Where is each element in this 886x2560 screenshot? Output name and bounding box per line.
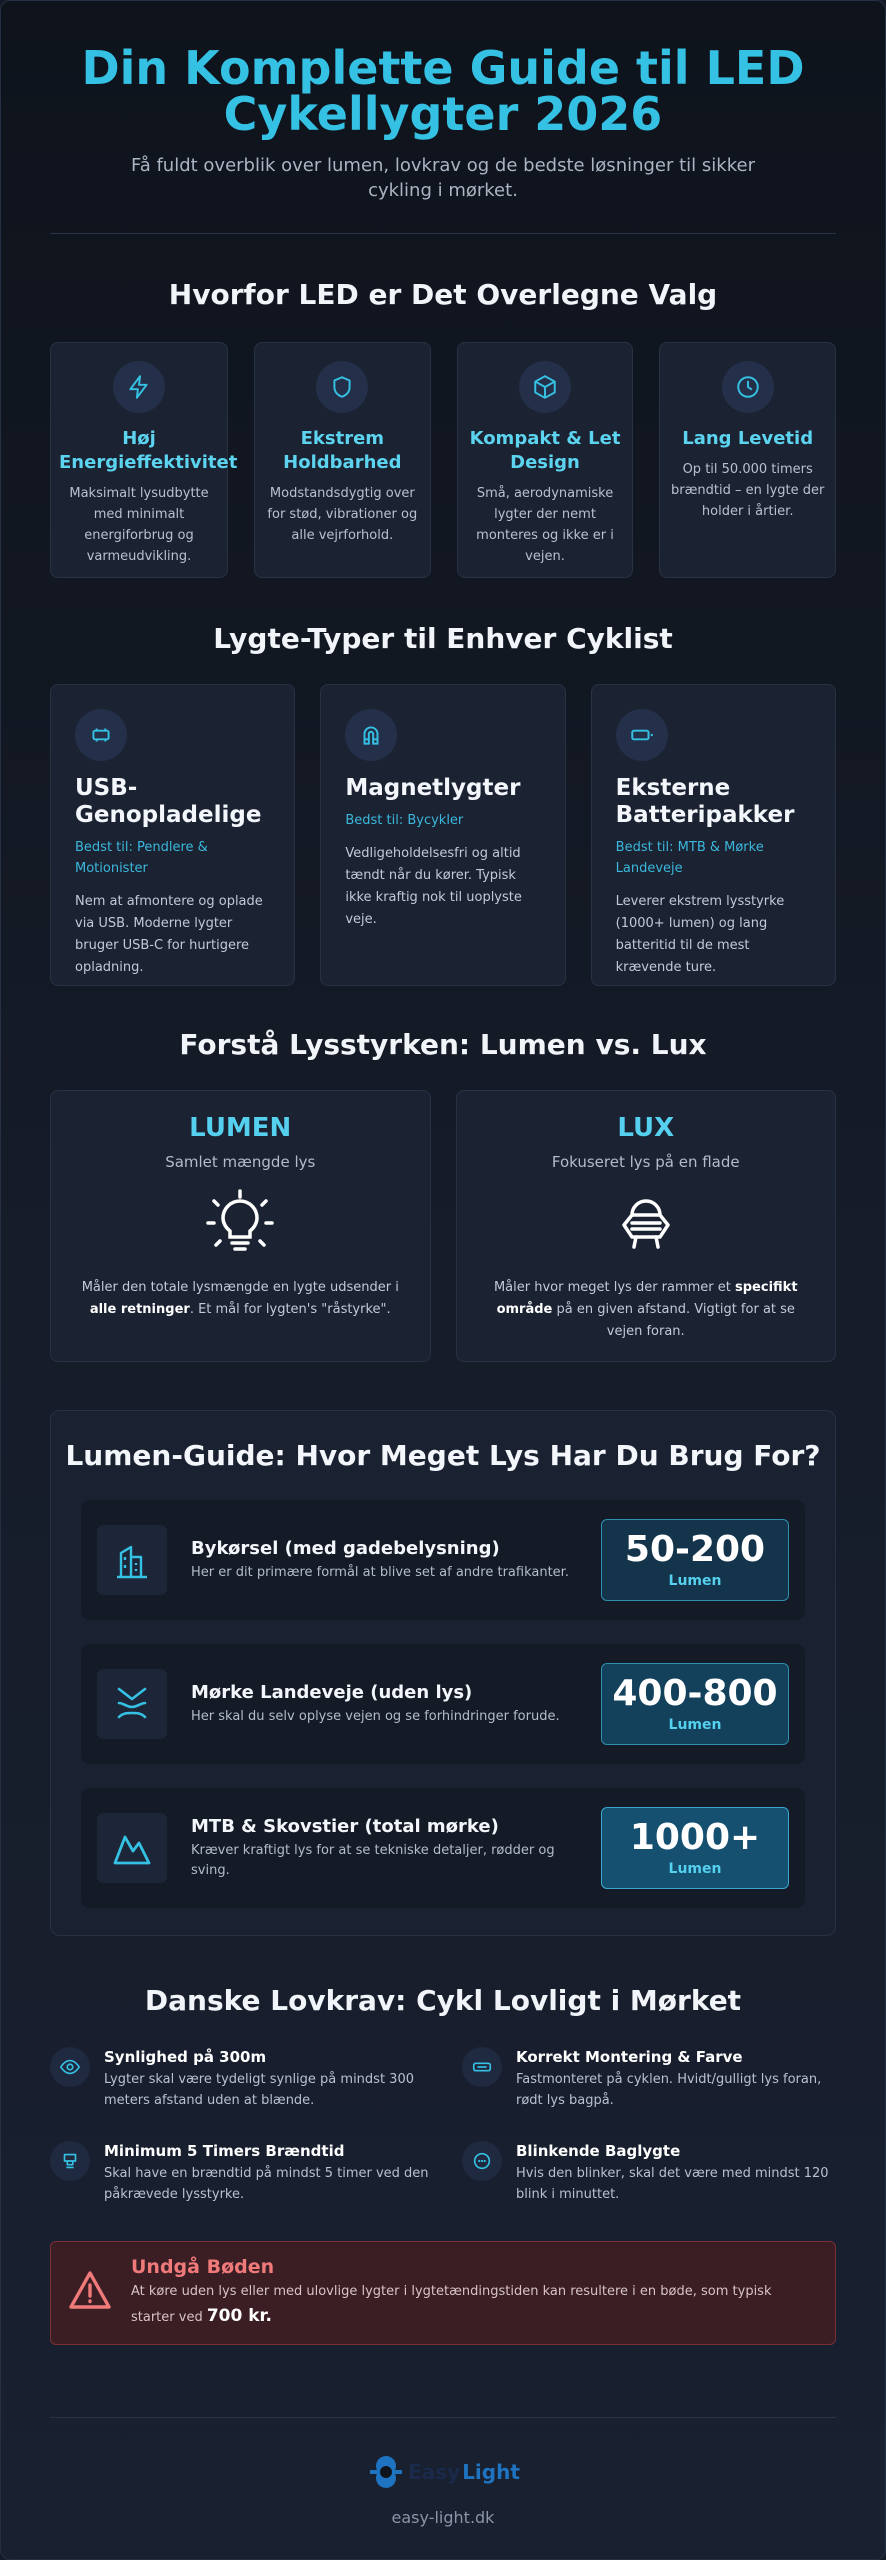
lamp-icon xyxy=(50,2141,90,2181)
lightbulb-icon xyxy=(204,1189,276,1261)
guide-row xyxy=(81,1500,805,1620)
fine-amount: 700 kr. xyxy=(206,2306,272,2326)
type-best-for: Bedst til: Pendlere & Motionister xyxy=(75,840,208,876)
benefit-title: Ekstrem Holdbarhed xyxy=(283,428,402,473)
guide-value-box xyxy=(601,1519,789,1601)
lux-heading: LUX xyxy=(617,1113,675,1143)
benefit-text: Op til 50.000 timers brændtid – en lygte der holder i årtier. xyxy=(671,462,825,519)
page-title: Din Komplette Guide til LED Cykellygter 2026 xyxy=(81,41,805,141)
footer xyxy=(1,2452,885,2527)
lumen-subheading: Samlet mængde lys xyxy=(165,1153,316,1171)
guide-value: 50-200 xyxy=(624,1529,766,1570)
law-item xyxy=(50,2141,462,2205)
benefit-card xyxy=(659,342,836,578)
lux-card xyxy=(456,1090,837,1362)
benefit-text: Små, aerodynamiske lygter der nemt monteres og ikke er i vejen. xyxy=(476,486,614,564)
header-divider xyxy=(50,233,836,234)
benefit-title: Lang Levetid xyxy=(682,428,814,449)
type-card xyxy=(320,684,565,986)
lux-subheading: Fokuseret lys på en flade xyxy=(551,1153,740,1171)
law-title: Korrekt Montering & Farve xyxy=(516,2048,743,2066)
fine-warning xyxy=(50,2241,836,2345)
type-text: Vedligeholdelsesfri og altid tændt når du kører. Typisk ikke kraftig nok til uoplyste veje. xyxy=(345,846,522,927)
benefit-card xyxy=(254,342,431,578)
lumen-description: Måler den totale lysmængde en lygte udsender i alle retninger. Et mål for lygten's "råstyrke". xyxy=(81,1280,399,1317)
logo xyxy=(366,2452,520,2492)
type-title: USB-Genopladelige xyxy=(75,775,262,828)
blink-icon xyxy=(462,2141,502,2181)
header xyxy=(1,1,885,203)
eye-icon xyxy=(50,2047,90,2087)
law-text: Hvis den blinker, skal det være med mindst 120 blink i minuttet. xyxy=(516,2166,829,2202)
law-text: Lygter skal være tydeligt synlige på mindst 300 meters afstand uden at blænde. xyxy=(104,2072,414,2108)
mountain-icon xyxy=(97,1813,167,1883)
lux-description: Måler hvor meget lys der rammer et specifikt område på en given afstand. Vigtigt for at se vejen foran. xyxy=(493,1280,798,1339)
law-text: Fastmonteret på cyklen. Hvidt/gulligt lys foran, rødt lys bagpå. xyxy=(516,2072,822,2108)
type-card xyxy=(591,684,836,986)
footer-divider xyxy=(50,2417,836,2418)
guide-value: 400-800 xyxy=(612,1673,778,1714)
battery-icon xyxy=(75,709,127,761)
guide-row-name: Mørke Landeveje (uden lys) xyxy=(191,1681,473,1703)
type-title: Eksterne Batteripakker xyxy=(615,775,795,828)
guide-row xyxy=(81,1788,805,1908)
type-text: Leverer ekstrem lysstyrke (1000+ lumen) og lang batteritid til de mest krævende ture. xyxy=(615,894,785,975)
lumen-heading: LUMEN xyxy=(189,1113,292,1143)
benefit-text: Maksimalt lysudbytte med minimalt energiforbrug og varmeudvikling. xyxy=(69,486,209,564)
benefits-title: Hvorfor LED er Det Overlegne Valg xyxy=(168,278,718,311)
cube-icon xyxy=(519,361,571,413)
guide-row-name: MTB & Skovstier (total mørke) xyxy=(191,1815,499,1837)
lightning-icon xyxy=(113,361,165,413)
type-title: Magnetlygter xyxy=(345,775,521,801)
types-grid xyxy=(50,684,836,986)
benefits-grid xyxy=(50,342,836,578)
guide-row-description: Her skal du selv oplyse vejen og se forhindringer forude. xyxy=(191,1708,560,1724)
battery-pack-icon xyxy=(616,709,668,761)
law-item xyxy=(462,2047,834,2111)
guide-value: 1000+ xyxy=(629,1817,761,1858)
guide-row xyxy=(81,1644,805,1764)
warning-title: Undgå Bøden xyxy=(131,2256,275,2278)
shield-icon xyxy=(316,361,368,413)
law-title: Blinkende Baglygte xyxy=(516,2142,681,2160)
guide-row-name: Bykørsel (med gadebelysning) xyxy=(191,1537,500,1559)
lumen-card xyxy=(50,1090,431,1362)
type-card xyxy=(50,684,295,986)
type-best-for: Bedst til: Bycykler xyxy=(345,813,464,828)
guide-row-description: Kræver kraftigt lys for at se tekniske detaljer, rødder og sving. xyxy=(191,1842,555,1878)
logo-text-light: Light xyxy=(462,2460,520,2484)
footer-url[interactable]: easy-light.dk xyxy=(391,2508,495,2527)
lumen-guide-title: Lumen-Guide: Hvor Meget Lys Har Du Brug For? xyxy=(65,1439,821,1472)
guide-row-description: Her er dit primære formål at blive set af andre trafikanter. xyxy=(191,1564,569,1580)
warning-icon xyxy=(67,2268,113,2318)
logo-icon xyxy=(366,2452,406,2492)
mount-icon xyxy=(462,2047,502,2087)
law-title: Synlighed på 300m xyxy=(104,2048,267,2066)
benefit-card xyxy=(457,342,634,578)
benefit-title: Kompakt & Let Design xyxy=(469,428,621,473)
city-icon xyxy=(97,1525,167,1595)
benefit-card xyxy=(50,342,238,578)
type-best-for: Bedst til: MTB & Mørke Landeveje xyxy=(615,840,764,876)
guide-unit: Lumen xyxy=(668,1573,722,1589)
guide-unit: Lumen xyxy=(668,1861,722,1877)
lumen-lux-title: Forstå Lysstyrken: Lumen vs. Lux xyxy=(179,1028,707,1061)
road-icon xyxy=(97,1669,167,1739)
guide-value-box xyxy=(601,1807,789,1889)
benefit-text: Modstandsdygtig over for stød, vibrationer og alle vejrforhold. xyxy=(267,486,418,543)
law-text: Skal have en brændtid på mindst 5 timer ved den påkrævede lysstyrke. xyxy=(104,2166,429,2202)
lumen-guide xyxy=(50,1410,836,1936)
law-item xyxy=(462,2141,834,2205)
guide-value-box xyxy=(601,1663,789,1745)
lantern-icon xyxy=(610,1189,682,1261)
laws-title: Danske Lovkrav: Cykl Lovligt i Mørket xyxy=(144,1984,742,2017)
magnet-icon xyxy=(345,709,397,761)
clock-icon xyxy=(722,361,774,413)
lumen-lux-grid xyxy=(50,1090,836,1362)
types-title: Lygte-Typer til Enhver Cyklist xyxy=(213,622,673,655)
page-subtitle: Få fuldt overblik over lumen, lovkrav og de bedste løsninger til sikker cykling i mørket. xyxy=(131,155,755,201)
type-text: Nem at afmontere og oplade via USB. Moderne lygter bruger USB-C for hurtigere opladning. xyxy=(75,894,263,975)
logo-text-easy: Easy xyxy=(408,2460,461,2484)
law-item xyxy=(50,2047,462,2111)
guide-unit: Lumen xyxy=(668,1717,722,1733)
law-title: Minimum 5 Timers Brændtid xyxy=(104,2142,345,2160)
laws-grid xyxy=(50,2047,836,2205)
warning-text: At køre uden lys eller med ulovlige lygter i lygtetændingstiden kan resultere i en bøde, som typisk starter ved 700 kr. xyxy=(131,2284,772,2326)
benefit-title: Høj Energieffektivitet xyxy=(59,428,238,473)
